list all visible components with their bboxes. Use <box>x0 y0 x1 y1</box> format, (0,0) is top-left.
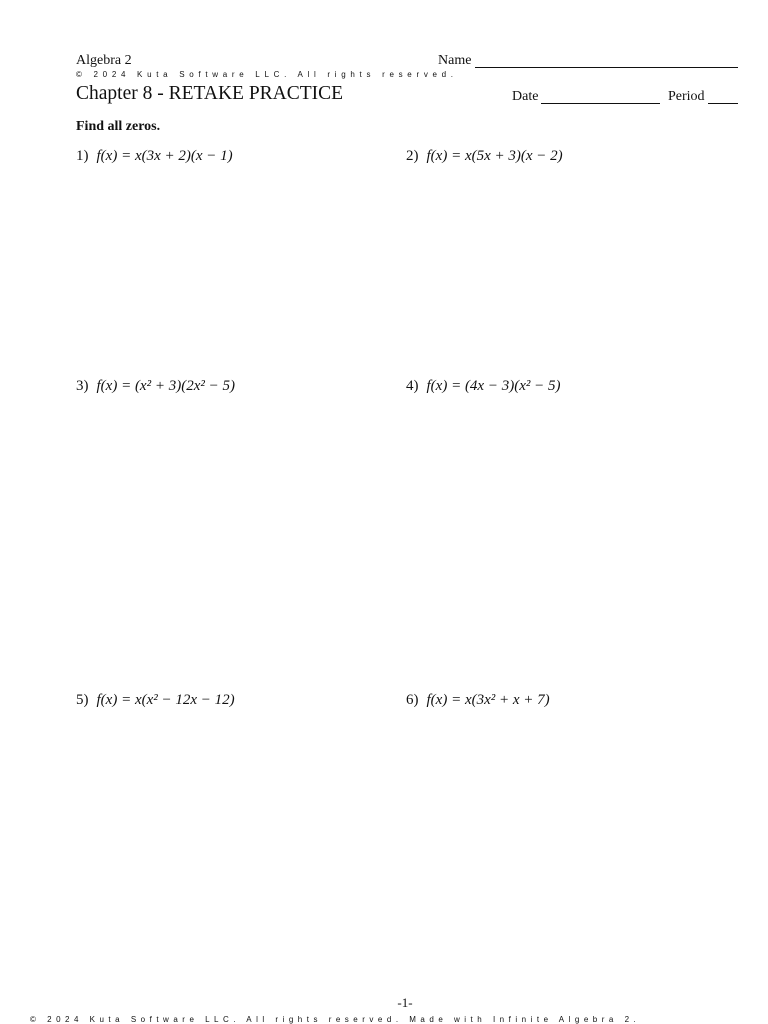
date-blank-line <box>541 103 660 104</box>
name-blank-line <box>475 67 738 68</box>
date-label: Date <box>512 89 539 104</box>
worksheet-title: Chapter 8 - RETAKE PRACTICE <box>76 83 344 104</box>
problem-expression: f(x) = x(x² − 12x − 12) <box>96 692 235 708</box>
copyright-header: © 2024 Kuta Software LLC. All rights reserved. <box>76 70 458 79</box>
problem-4 <box>406 378 560 395</box>
copyright-footer: © 2024 Kuta Software LLC. All rights reserved. Made with Infinite Algebra 2. <box>30 1015 641 1024</box>
problem-expression: f(x) = (4x − 3)(x² − 5) <box>426 378 561 394</box>
problem-number: 4) <box>406 378 419 394</box>
problem-expression: f(x) = x(3x + 2)(x − 1) <box>96 148 233 164</box>
problem-6 <box>406 692 550 709</box>
problem-expression: f(x) = (x² + 3)(2x² − 5) <box>96 378 235 394</box>
period-label: Period <box>668 89 705 104</box>
problem-expression: f(x) = x(5x + 3)(x − 2) <box>426 148 563 164</box>
problem-number: 6) <box>406 692 419 708</box>
problem-expression: f(x) = x(3x² + x + 7) <box>426 692 550 708</box>
problem-number: 5) <box>76 692 89 708</box>
name-label: Name <box>438 53 472 68</box>
page-number: -1- <box>397 995 413 1010</box>
problem-number: 3) <box>76 378 89 394</box>
instructions: Find all zeros. <box>76 119 161 134</box>
problem-1 <box>76 148 233 165</box>
period-blank-line <box>708 103 738 104</box>
problem-2 <box>406 148 563 165</box>
problem-number: 2) <box>406 148 419 164</box>
problem-number: 1) <box>76 148 89 164</box>
course-name: Algebra 2 <box>76 53 132 68</box>
problem-3 <box>76 378 235 395</box>
problem-5 <box>76 692 235 709</box>
